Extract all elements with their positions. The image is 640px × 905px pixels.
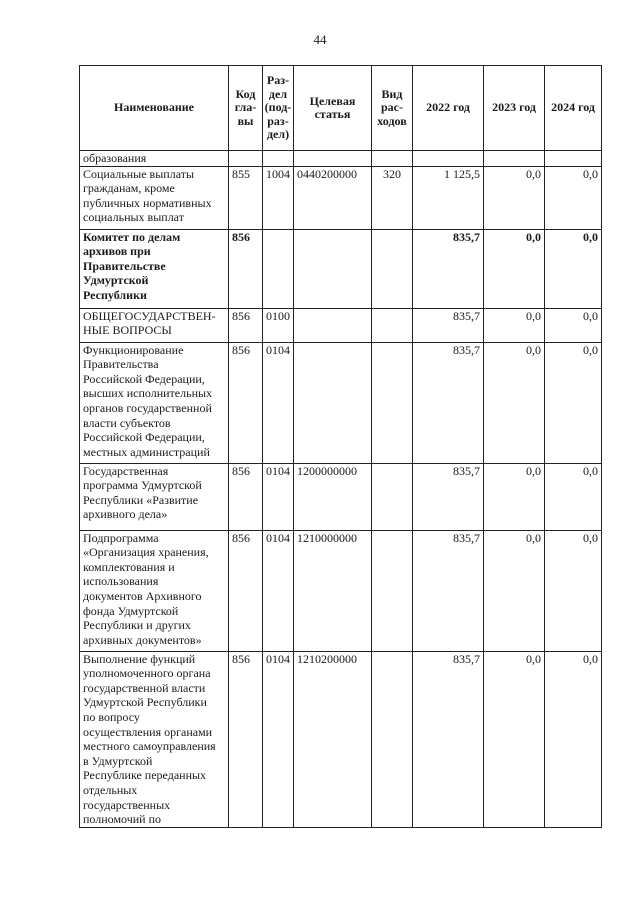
target-article-cell: 1210000000 (294, 530, 372, 651)
name-line: Республики и других (83, 618, 191, 633)
amount-2024-cell: 0,0 (545, 651, 602, 827)
name-line: документов Архивного (83, 588, 202, 603)
name-line: местного самоуправления (83, 739, 216, 754)
header-line: дел) (266, 127, 290, 142)
header-line: Целевая (309, 93, 356, 108)
amount-2023-cell: 0,0 (484, 229, 545, 308)
expense-type-cell (372, 342, 413, 463)
name-line: Российской Федерации, (83, 371, 205, 386)
header-line: вы (237, 113, 254, 128)
header-line: Вид (381, 86, 403, 101)
amount-2022-cell: 835,7 (413, 342, 484, 463)
amount-2023-cell: 0,0 (484, 651, 545, 827)
name-line: Подпрограмма (83, 530, 159, 545)
expense-type-cell (372, 463, 413, 530)
name-line: гражданам, кроме (83, 181, 175, 196)
amount-2023-cell: 0,0 (484, 166, 545, 229)
expense-type-cell: 320 (372, 166, 413, 229)
section-cell (263, 229, 294, 308)
name-line: Удмуртской (83, 273, 149, 288)
header-line: дел (268, 86, 288, 101)
section-cell: 0104 (263, 651, 294, 827)
name-line: Комитет по делам (83, 229, 181, 244)
row-name-cell (80, 308, 229, 342)
row-name-cell (80, 229, 229, 308)
header-line: Наименование (114, 100, 194, 115)
header-line: 2023 год (492, 100, 536, 115)
name-line: Правительстве (83, 258, 166, 273)
name-line: местных администраций (83, 444, 210, 459)
chapter-code-cell: 856 (229, 229, 263, 308)
header-line: Код (235, 86, 256, 101)
name-line: фонда Удмуртской (83, 603, 179, 618)
target-article-cell: 0440200000 (294, 166, 372, 229)
amount-2023-cell: 0,0 (484, 342, 545, 463)
amount-2022-cell: 835,7 (413, 308, 484, 342)
row-name-cell (80, 463, 229, 530)
table-row (80, 151, 602, 167)
amount-2023-cell: 0,0 (484, 308, 545, 342)
amount-2022-cell: 835,7 (413, 651, 484, 827)
budget-table (79, 65, 602, 828)
name-line: Российской Федерации, (83, 430, 205, 445)
name-line: осуществления органами (83, 724, 213, 739)
section-cell: 0104 (263, 530, 294, 651)
table-row (80, 229, 602, 308)
chapter-code-cell (229, 151, 263, 167)
amount-2024-cell: 0,0 (545, 342, 602, 463)
amount-2023-cell: 0,0 (484, 530, 545, 651)
name-line: архивных документов» (83, 632, 202, 647)
amount-2024-cell: 0,0 (545, 308, 602, 342)
section-cell: 0100 (263, 308, 294, 342)
name-line: Республики (83, 287, 147, 302)
header-line: рас- (381, 100, 403, 115)
table-row (80, 342, 602, 463)
name-line: публичных нормативных (83, 195, 212, 210)
name-line: программа Удмуртской (83, 478, 202, 493)
header-line: Раз- (266, 73, 290, 88)
name-line: социальных выплат (83, 210, 184, 225)
header-line: ходов (377, 113, 407, 128)
name-line: полномочий по (83, 812, 162, 827)
expense-type-cell (372, 151, 413, 167)
chapter-code-cell: 856 (229, 530, 263, 651)
header-expense-type (372, 66, 413, 151)
amount-2022-cell: 835,7 (413, 463, 484, 530)
header-chapter-code (229, 66, 263, 151)
name-line: комплектования и (83, 559, 175, 574)
table-row (80, 308, 602, 342)
name-line: Республике переданных (83, 768, 207, 783)
section-cell: 0104 (263, 463, 294, 530)
expense-type-cell (372, 308, 413, 342)
name-line: Выполнение функций (83, 651, 196, 666)
name-line: в Удмуртской (83, 753, 153, 768)
header-target-article (294, 66, 372, 151)
name-line: образования (83, 151, 147, 165)
table-row (80, 530, 602, 651)
target-article-cell (294, 151, 372, 167)
row-name-cell (80, 166, 229, 229)
expense-type-cell (372, 229, 413, 308)
name-line: Государственная (83, 463, 169, 478)
target-article-cell: 1210200000 (294, 651, 372, 827)
page-number: 44 (313, 32, 327, 47)
name-line: уполномоченного органа (83, 666, 211, 681)
chapter-code-cell: 856 (229, 342, 263, 463)
expense-type-cell (372, 651, 413, 827)
name-line: архивов при (83, 244, 151, 259)
name-line: государственных (83, 797, 171, 812)
chapter-code-cell: 856 (229, 463, 263, 530)
name-line: НЫЕ ВОПРОСЫ (83, 323, 172, 338)
header-line: статья (314, 107, 351, 121)
name-line: Республики «Развитие (83, 492, 199, 507)
amount-2022-cell (413, 151, 484, 167)
chapter-code-cell: 855 (229, 166, 263, 229)
name-line: государственной власти (83, 680, 206, 695)
target-article-cell (294, 229, 372, 308)
amount-2022-cell: 835,7 (413, 530, 484, 651)
name-line: архивного дела» (83, 507, 168, 522)
row-name-cell (80, 151, 229, 167)
name-line: использования (83, 574, 159, 589)
section-cell: 1004 (263, 166, 294, 229)
table-row (80, 651, 602, 827)
amount-2024-cell: 0,0 (545, 229, 602, 308)
name-line: органов государственной (83, 400, 212, 415)
target-article-cell: 1200000000 (294, 463, 372, 530)
header-name (80, 66, 229, 151)
target-article-cell (294, 342, 372, 463)
header-line: (под- (264, 100, 292, 115)
name-line: отдельных (83, 782, 138, 797)
header-line: 2024 год (551, 100, 595, 115)
section-cell: 0104 (263, 342, 294, 463)
amount-2023-cell: 0,0 (484, 463, 545, 530)
amount-2022-cell: 1 125,5 (413, 166, 484, 229)
header-line: раз- (267, 113, 289, 128)
row-name-cell (80, 530, 229, 651)
name-line: Правительства (83, 357, 159, 372)
chapter-code-cell: 856 (229, 308, 263, 342)
section-cell (263, 151, 294, 167)
target-article-cell (294, 308, 372, 342)
chapter-code-cell: 856 (229, 651, 263, 827)
name-line: Удмуртской Республики (83, 695, 207, 710)
amount-2024-cell: 0,0 (545, 463, 602, 530)
amount-2024-cell: 0,0 (545, 530, 602, 651)
amount-2024-cell: 0,0 (545, 166, 602, 229)
header-year-2023 (484, 66, 545, 151)
header-line: гла- (234, 100, 257, 115)
header-line: 2022 год (426, 100, 470, 115)
name-line: ОБЩЕГОСУДАРСТВЕН- (83, 308, 216, 323)
header-section (263, 66, 294, 151)
table-header-row (80, 66, 602, 151)
table-row (80, 463, 602, 530)
amount-2022-cell: 835,7 (413, 229, 484, 308)
expense-type-cell (372, 530, 413, 651)
table-row (80, 166, 602, 229)
header-year-2024 (545, 66, 602, 151)
row-name-cell (80, 651, 229, 827)
name-line: «Организация хранения, (83, 545, 209, 560)
header-year-2022 (413, 66, 484, 151)
row-name-cell (80, 342, 229, 463)
name-line: Социальные выплаты (83, 166, 195, 181)
amount-2024-cell (545, 151, 602, 167)
name-line: высших исполнительных (83, 386, 213, 401)
name-line: по вопросу (83, 709, 140, 724)
name-line: Функционирование (83, 342, 184, 357)
name-line: власти субъектов (83, 415, 171, 430)
amount-2023-cell (484, 151, 545, 167)
